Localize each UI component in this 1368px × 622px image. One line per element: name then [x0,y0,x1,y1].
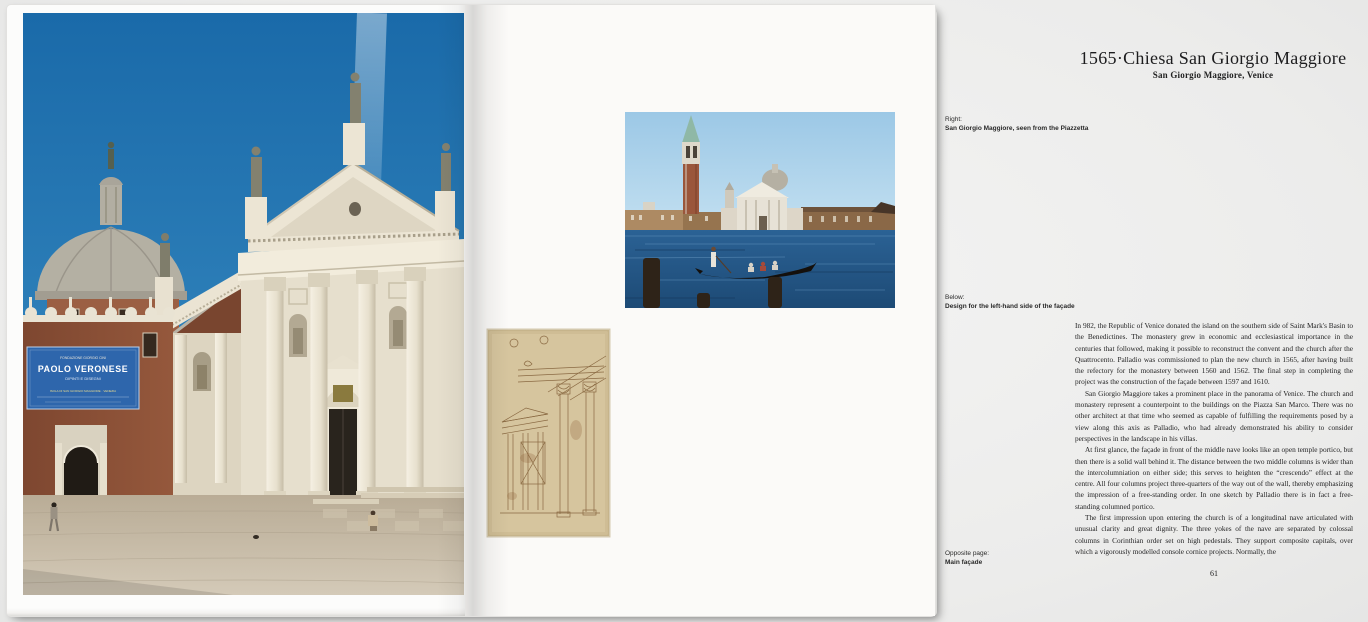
chapter-subtitle: San Giorgio Maggiore, Venice [1152,70,1274,80]
banner-line4: ISOLA DI SAN GIORGIO MAGGIORE · VENEZIA [49,389,117,393]
page-number: 61 [1210,569,1218,578]
caption-right [945,115,1088,133]
body-paragraph: The first impression upon entering the church is of a longitudinal nave articulated with unusual clarity and great dignity. The three yokes of the nave are separated by colossal columns in Corinthian order set on high pedestals. They support composite capitals, over which a vigorously modelled console cornice projects. Normally, the [1075,513,1353,556]
piazzetta-view-photo [625,112,895,308]
brick-building [23,297,175,501]
caption-opposite-text: Main façade [945,559,983,566]
banner-sign [27,347,139,409]
body-paragraph: San Giorgio Maggiore takes a prominent place in the panorama of Venice. The church and monastery represent a counterpoint to the buildings on the Piazza San Marco. There was no other architect at that time who seemed as capable of fulfilling the requirements posed by a view along this axis as Palladio, who had already demonstrated his ability to consider perspectives in the landscape in his villas. [1075,388,1353,443]
caption-opposite [945,549,989,567]
pigeon [253,535,259,539]
body-paragraph: In 982, the Republic of Venice donated the island on the southern side of Saint Mark's Basin to the Benedictines. The monastery grew in economic and ecclesiastical importance in the centuries that followed, making it possible to reconstruct the convent and the church after the Quattrocento. Palladio was commissioned to plan the new church in 1565, after having built the refectory for the monastery between 1560 and 1562. The final step in completing the project was the construction of the façade between 1597 and 1610. [1075,321,1353,387]
left-page [7,5,465,616]
banner-line1: FONDAZIONE GIORGIO CINI [60,356,106,360]
body-text [1075,320,1353,557]
caption-below [945,293,1075,311]
caption-below-text: Design for the left-hand side of the façade [945,303,1075,310]
caption-below-label: Below: [945,294,965,301]
banner-line2: PAOLO VERONESE [37,364,129,374]
chapter-title-block [1058,47,1368,80]
church-facade-photo [23,13,464,595]
chapter-title: 1565·Chiesa San Giorgio Maggiore [1079,48,1347,68]
caption-opposite-label: Opposite page: [945,550,990,557]
banner-line3: DIPINTI E DISEGNI [65,376,101,381]
body-paragraph: At first glance, the façade in front of the middle nave looks like an open temple portico, but then there is a solid wall behind it. The distance between the two middle columns is wider than the intercolumniation on either side; this serves to heighten the “crescendo” effect at the centre. All four columns project three-quarters of the way out of the wall, thereby emphasizing the impression of a free-standing order. In one sketch by Palladio there is in fact a free-standing columned portico. [1075,445,1353,511]
caption-right-label: Right: [945,116,962,123]
book-spread [7,5,1353,616]
facade-sketch-image [488,330,609,536]
plaza [23,487,464,595]
caption-right-text: San Giorgio Maggiore, seen from the Piazzetta [945,125,1089,132]
side-doorway [51,425,111,501]
